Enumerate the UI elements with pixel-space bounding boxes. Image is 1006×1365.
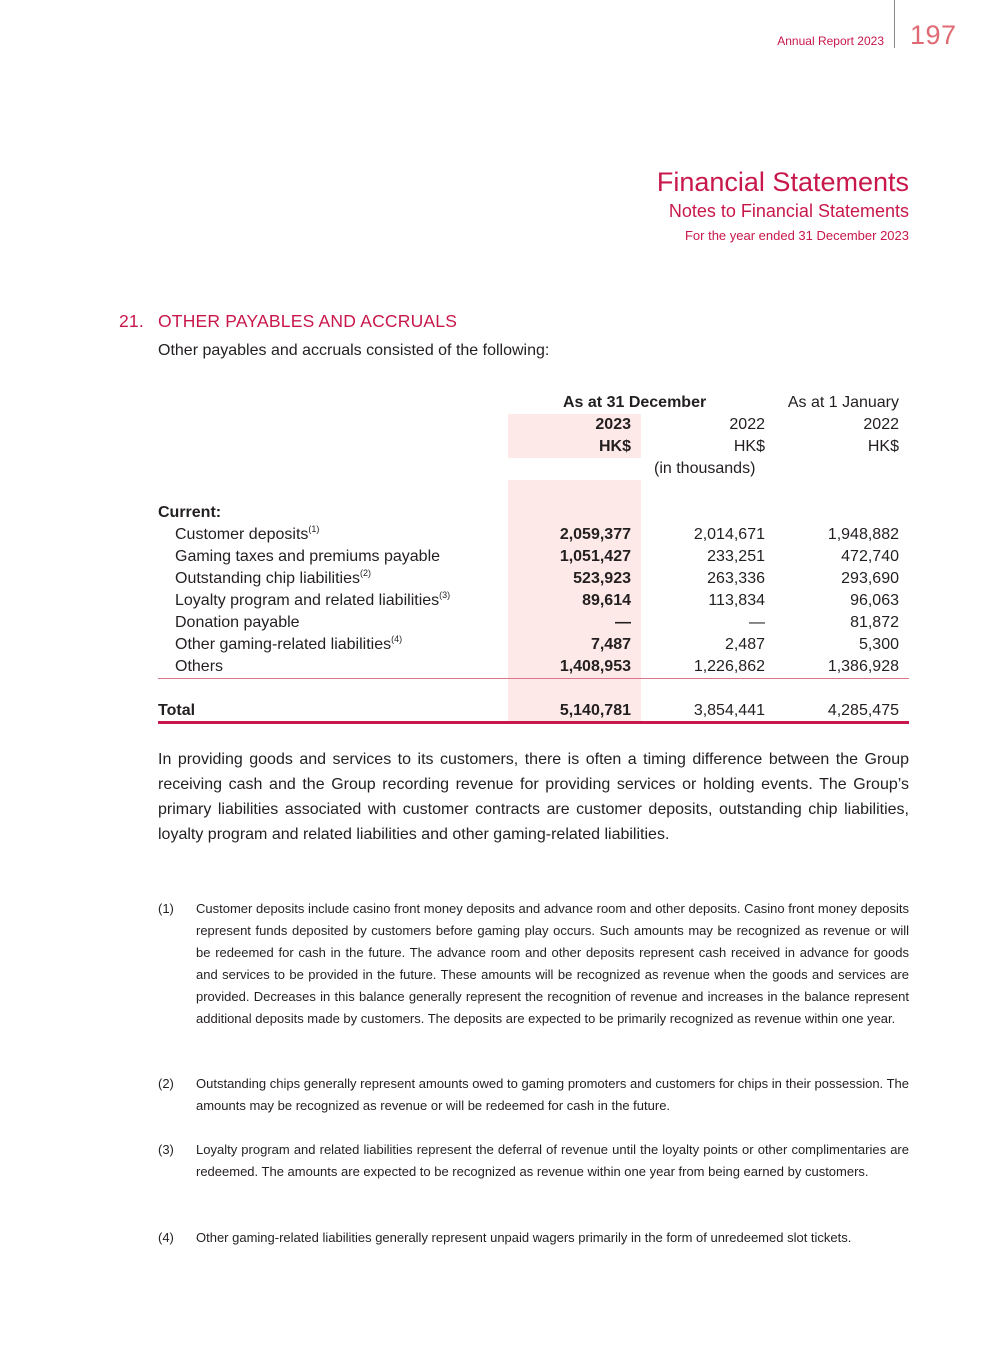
table-cell: 7,487 — [590, 636, 631, 653]
table-cell: 113,834 — [708, 592, 765, 609]
report-name: Annual Report 2023 — [777, 34, 884, 48]
footnote-marker: (3) — [158, 1142, 174, 1157]
explanatory-paragraph: In providing goods and services to its customers, there is often a timing difference between the Group receiving cash and the Group recording revenue for providing services or holding events. The Group’s primary liabilities associated with customer contracts are customer deposits, outstanding chip liabilities, loyalty program and related liabilities and other gaming-related liabilities. — [158, 751, 909, 843]
total-cell: 5,140,781 — [559, 702, 631, 719]
footnote-2 — [158, 1073, 909, 1117]
row-label — [175, 634, 402, 656]
section-title: OTHER PAYABLES AND ACCRUALS — [158, 311, 458, 331]
row-label-text: Customer deposits — [175, 526, 309, 543]
page-subtitle: Notes to Financial Statements — [668, 201, 909, 221]
row-label-text: Gaming taxes and premiums payable — [175, 548, 441, 565]
row-label — [175, 524, 319, 546]
page-number: 197 — [910, 20, 957, 50]
table-cell: 1,408,953 — [559, 658, 631, 675]
footnote-text: Loyalty program and related liabilities represent the deferral of revenue until the loyalty points or other complimentaries are redeemed. The amounts are expected to be recognized as revenue within one year from being earned by customers. — [196, 1142, 909, 1179]
column-currency-1: HK$ — [598, 438, 631, 455]
title-block — [657, 166, 909, 246]
unit-note: (in thousands) — [654, 460, 756, 477]
footnote-ref: (1) — [308, 524, 320, 534]
table-cell: 1,386,928 — [827, 658, 899, 675]
row-label-text: Other gaming-related liabilities — [175, 636, 392, 653]
footnote-1 — [158, 898, 909, 1030]
table-cell: 81,872 — [850, 614, 899, 631]
table-cell: 472,740 — [841, 548, 899, 565]
footnote-text: Customer deposits include casino front money deposits and advance room and other deposits. Casino front money deposits represent funds deposited by customers before gaming play occurs. Such amounts may be recognized as revenue or will be redeemed for cash in the future. The advance room and other deposits represent cash received in advance for goods and services to be provided in the future. These amounts will be recognized as revenue when the goods and services are provided. Decreases in this balance generally represent the recognition of revenue and increases in the balance represent additional deposits made by customers. The deposits are expected to be primarily recognized as revenue within one year. — [196, 901, 909, 1026]
row-label — [175, 546, 440, 568]
total-cell: 3,854,441 — [693, 702, 765, 719]
footnote-ref: (4) — [391, 634, 403, 644]
table-cell: 89,614 — [582, 592, 631, 609]
table-cell: — — [615, 614, 631, 631]
row-label — [175, 568, 371, 590]
row-label-text: Outstanding chip liabilities — [175, 570, 360, 587]
table-cell: 263,336 — [707, 570, 765, 587]
footnote-3 — [158, 1139, 909, 1183]
row-label — [175, 656, 223, 678]
row-label-text: Donation payable — [175, 614, 300, 631]
column-currency-3: HK$ — [867, 438, 899, 455]
column-year-3: 2022 — [863, 416, 899, 433]
column-year-1: 2023 — [595, 416, 631, 433]
table-cell: 233,251 — [707, 548, 765, 565]
section-number: 21. — [119, 311, 144, 331]
subtotal-rule — [158, 678, 909, 679]
reporting-period: For the year ended 31 December 2023 — [684, 228, 909, 243]
group-header-1-january: As at 1 January — [787, 394, 899, 411]
table-cell: 1,226,862 — [693, 658, 765, 675]
footnote-marker: (1) — [158, 901, 174, 916]
row-label — [175, 590, 450, 612]
footnote-text: Outstanding chips generally represent amounts owed to gaming promoters and customers for chips in their possession. The amounts may be recognized as revenue or will be redeemed for cash in the future. — [196, 1076, 909, 1113]
footnote-marker: (2) — [158, 1076, 174, 1091]
total-label: Total — [158, 702, 196, 719]
page-title: Financial Statements — [656, 167, 909, 197]
total-rule — [158, 721, 909, 724]
section-intro: Other payables and accruals consisted of the following: — [158, 342, 550, 359]
table-cell: 5,300 — [858, 636, 899, 653]
table-cell: 2,014,671 — [693, 526, 765, 543]
column-currency-2: HK$ — [733, 438, 765, 455]
column-year-2: 2022 — [729, 416, 765, 433]
table-cell: 1,051,427 — [559, 548, 631, 565]
table-cell: 2,487 — [724, 636, 765, 653]
table-cell: 2,059,377 — [559, 526, 631, 543]
category-label: Current: — [158, 504, 222, 521]
footnote-ref: (2) — [360, 568, 371, 578]
row-label-text: Loyalty program and related liabilities — [175, 592, 440, 609]
header-divider — [894, 0, 895, 48]
table-cell: 523,923 — [573, 570, 631, 587]
footnote-text: Other gaming-related liabilities generally represent unpaid wagers primarily in the form of unredeemed slot tickets. — [196, 1230, 852, 1245]
group-header-31-december: As at 31 December — [563, 394, 707, 411]
total-cell: 4,285,475 — [827, 702, 899, 719]
table-cell: — — [749, 614, 765, 631]
table-cell: 96,063 — [850, 592, 899, 609]
table-cell: 1,948,882 — [827, 526, 899, 543]
footnote-ref: (3) — [439, 590, 451, 600]
footnote-marker: (4) — [158, 1230, 174, 1245]
table-cell: 293,690 — [841, 570, 899, 587]
section-heading — [119, 311, 457, 332]
row-label-text: Others — [175, 658, 224, 675]
row-label — [175, 612, 300, 634]
footnote-4 — [158, 1227, 909, 1249]
